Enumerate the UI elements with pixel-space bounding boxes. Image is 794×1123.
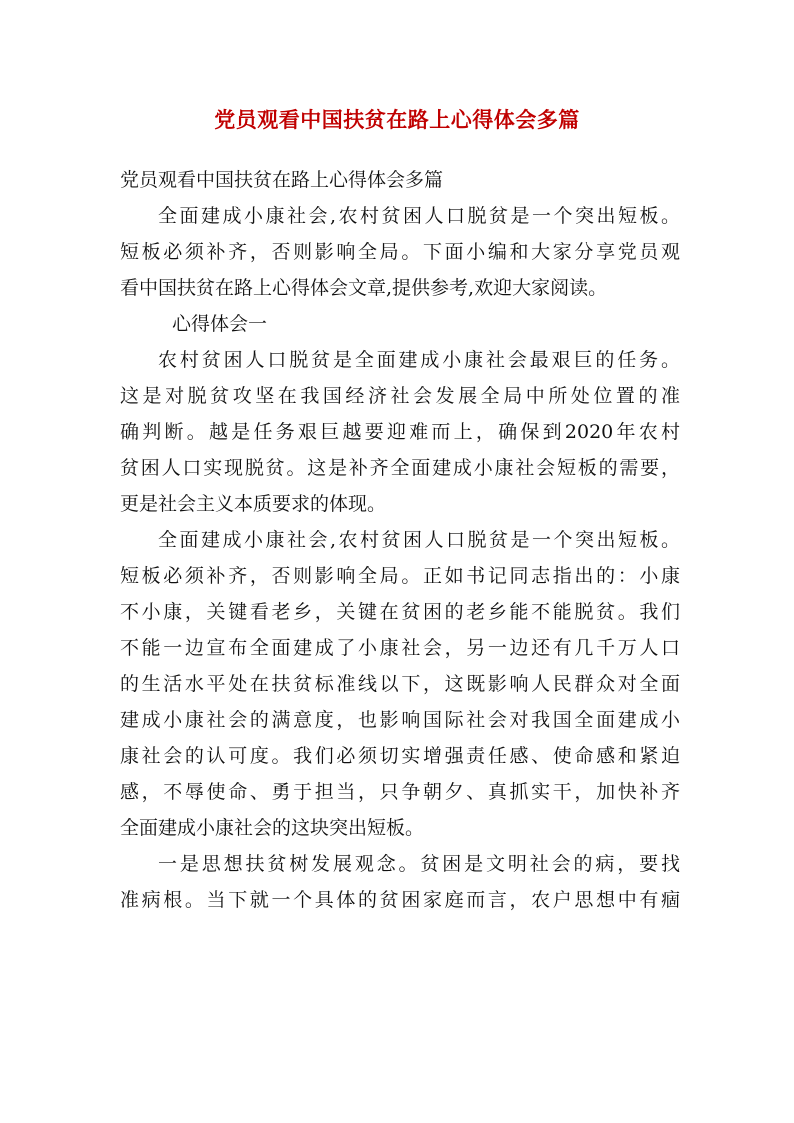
intro-line: 全面建成小康社会,农村贫困人口脱贫是一个突出短板。	[158, 205, 680, 227]
paragraph-line: 一是思想扶贫树发展观念。贫困是文明社会的病，要找	[158, 853, 680, 875]
document-title: 党员观看中国扶贫在路上心得体会多篇	[214, 107, 580, 132]
document-body	[120, 162, 680, 918]
paragraph-line: 确判断。越是任务艰巨越要迎难而上，确保到2020年农村	[120, 421, 680, 443]
paragraph-line: 不能一边宣布全面建成了小康社会，另一边还有几千万人口	[120, 637, 680, 659]
paragraph-line: 贫困人口实现脱贫。这是补齐全面建成小康社会短板的需要，	[120, 457, 680, 479]
paragraph-line: 建成小康社会的满意度，也影响国际社会对我国全面建成小	[120, 709, 680, 731]
paragraph-line: 农村贫困人口脱贫是全面建成小康社会最艰巨的任务。	[158, 349, 680, 371]
paragraph-line: 的生活水平处在扶贫标准线以下，这既影响人民群众对全面	[120, 673, 680, 695]
paragraph-line: 更是社会主义本质要求的体现。	[120, 493, 387, 515]
paragraph-line: 短板必须补齐，否则影响全局。正如书记同志指出的：小康	[120, 565, 680, 587]
paragraph-line: 全面建成小康社会,农村贫困人口脱贫是一个突出短板。	[158, 529, 680, 551]
intro-line: 短板必须补齐，否则影响全局。下面小编和大家分享党员观	[120, 241, 680, 263]
paragraph-line: 全面建成小康社会的这块突出短板。	[120, 817, 425, 839]
section-heading: 心得体会一	[172, 313, 268, 335]
paragraph-line: 感，不辱使命、勇于担当，只争朝夕、真抓实干，加快补齐	[120, 781, 680, 803]
paragraph-line: 这是对脱贫攻坚在我国经济社会发展全局中所处位置的准	[120, 385, 680, 407]
intro-line: 看中国扶贫在路上心得体会文章,提供参考,欢迎大家阅读。	[120, 277, 608, 299]
paragraph-line: 准病根。当下就一个具体的贫困家庭而言，农户思想中有痼	[120, 889, 680, 911]
document-subtitle: 党员观看中国扶贫在路上心得体会多篇	[120, 169, 444, 191]
paragraph-line: 康社会的认可度。我们必须切实增强责任感、使命感和紧迫	[120, 745, 680, 767]
paragraph-line: 不小康，关键看老乡，关键在贫困的老乡能不能脱贫。我们	[120, 601, 680, 623]
